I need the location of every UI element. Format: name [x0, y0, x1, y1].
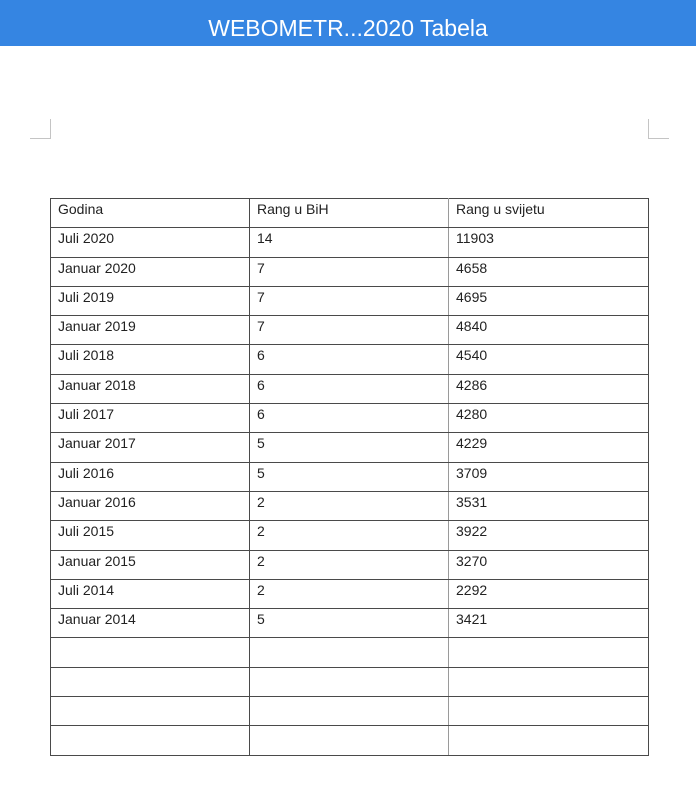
- rank-bih-cell[interactable]: 7: [250, 257, 449, 286]
- rank-world-cell[interactable]: 3709: [449, 462, 649, 491]
- year-cell[interactable]: Januar 2015: [51, 550, 250, 579]
- table-row: [51, 521, 649, 550]
- table-row: [51, 726, 649, 755]
- rank-world-cell[interactable]: 3531: [449, 491, 649, 520]
- rank-bih-cell[interactable]: 5: [250, 433, 449, 462]
- title-bar: [0, 0, 696, 46]
- table-row: [51, 433, 649, 462]
- rank-bih-cell[interactable]: 7: [250, 316, 449, 345]
- table-row: [51, 286, 649, 315]
- year-cell[interactable]: Juli 2020: [51, 228, 250, 257]
- rank-world-cell[interactable]: 3421: [449, 609, 649, 638]
- year-cell[interactable]: [51, 697, 250, 726]
- rank-bih-cell[interactable]: 2: [250, 550, 449, 579]
- year-cell[interactable]: Juli 2019: [51, 286, 250, 315]
- rank-bih-cell[interactable]: 2: [250, 491, 449, 520]
- rank-world-cell[interactable]: 4286: [449, 374, 649, 403]
- rank-bih-cell[interactable]: 5: [250, 462, 449, 491]
- rank-bih-cell[interactable]: 14: [250, 228, 449, 257]
- year-cell[interactable]: Januar 2018: [51, 374, 250, 403]
- rank-world-cell[interactable]: [449, 726, 649, 755]
- rank-bih-cell[interactable]: [250, 697, 449, 726]
- year-cell[interactable]: [51, 638, 250, 667]
- table-row: [51, 667, 649, 696]
- header-cell-rank-bih[interactable]: Rang u BiH: [250, 199, 449, 228]
- rank-bih-cell[interactable]: 6: [250, 374, 449, 403]
- rank-world-cell[interactable]: 4658: [449, 257, 649, 286]
- table-row: [51, 550, 649, 579]
- year-cell[interactable]: Juli 2017: [51, 404, 250, 433]
- table-header-row: [51, 199, 649, 228]
- table-row: [51, 462, 649, 491]
- table-row: [51, 609, 649, 638]
- rank-world-cell[interactable]: 4540: [449, 345, 649, 374]
- year-cell[interactable]: Januar 2017: [51, 433, 250, 462]
- document-title: WEBOMETR...2020 Tabela: [208, 15, 488, 41]
- rank-world-cell[interactable]: 4695: [449, 286, 649, 315]
- rank-world-cell[interactable]: 2292: [449, 579, 649, 608]
- rank-bih-cell[interactable]: 2: [250, 521, 449, 550]
- header-cell-rank-world[interactable]: Rang u svijetu: [449, 199, 649, 228]
- rank-world-cell[interactable]: 3270: [449, 550, 649, 579]
- page-margin-corner-right: [648, 119, 669, 139]
- year-cell[interactable]: [51, 667, 250, 696]
- table-row: [51, 345, 649, 374]
- year-cell[interactable]: Januar 2014: [51, 609, 250, 638]
- rank-world-cell[interactable]: 4229: [449, 433, 649, 462]
- table-row: [51, 638, 649, 667]
- year-cell[interactable]: Januar 2019: [51, 316, 250, 345]
- rank-bih-cell[interactable]: [250, 638, 449, 667]
- rank-bih-cell[interactable]: [250, 726, 449, 755]
- rank-world-cell[interactable]: 4840: [449, 316, 649, 345]
- table-row: [51, 374, 649, 403]
- year-cell[interactable]: Juli 2014: [51, 579, 250, 608]
- year-cell[interactable]: Juli 2018: [51, 345, 250, 374]
- rank-world-cell[interactable]: 3922: [449, 521, 649, 550]
- rank-world-cell[interactable]: 4280: [449, 404, 649, 433]
- table-row: [51, 697, 649, 726]
- rank-world-cell[interactable]: [449, 667, 649, 696]
- table-row: [51, 491, 649, 520]
- page-margin-corner-left: [30, 119, 51, 139]
- rank-world-cell[interactable]: 11903: [449, 228, 649, 257]
- rank-bih-cell[interactable]: 6: [250, 404, 449, 433]
- year-cell[interactable]: [51, 726, 250, 755]
- year-cell[interactable]: Juli 2016: [51, 462, 250, 491]
- rank-bih-cell[interactable]: 2: [250, 579, 449, 608]
- year-cell[interactable]: Juli 2015: [51, 521, 250, 550]
- year-cell[interactable]: Januar 2016: [51, 491, 250, 520]
- table-row: [51, 228, 649, 257]
- table-row: [51, 579, 649, 608]
- table-row: [51, 316, 649, 345]
- table-row: [51, 404, 649, 433]
- ranking-table: [50, 198, 649, 756]
- rank-bih-cell[interactable]: 6: [250, 345, 449, 374]
- rank-bih-cell[interactable]: [250, 667, 449, 696]
- rank-bih-cell[interactable]: 5: [250, 609, 449, 638]
- rank-bih-cell[interactable]: 7: [250, 286, 449, 315]
- table-row: [51, 257, 649, 286]
- rank-world-cell[interactable]: [449, 638, 649, 667]
- rank-world-cell[interactable]: [449, 697, 649, 726]
- header-cell-year[interactable]: Godina: [51, 199, 250, 228]
- year-cell[interactable]: Januar 2020: [51, 257, 250, 286]
